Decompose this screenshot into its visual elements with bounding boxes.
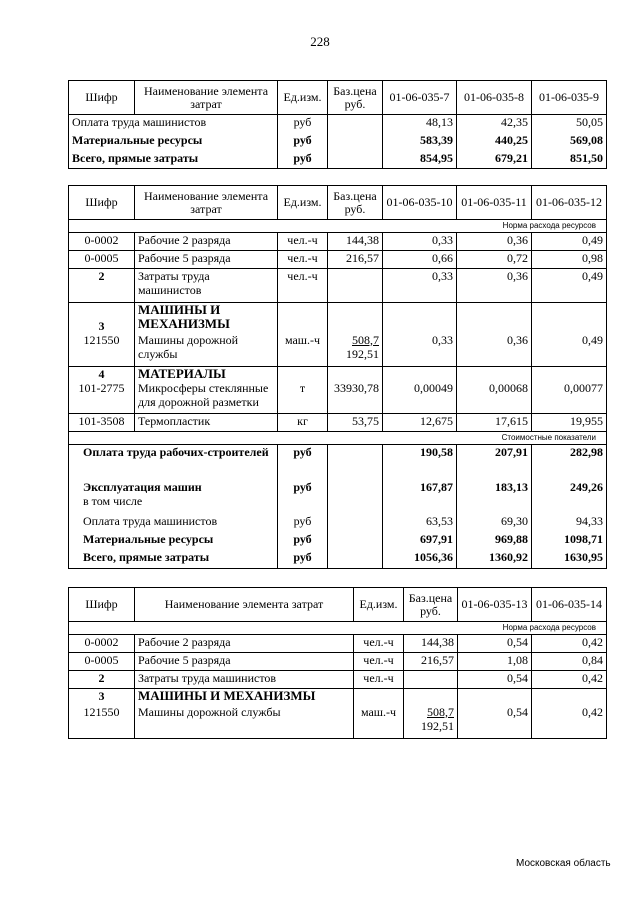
col-header-price: Баз.цена руб. bbox=[328, 186, 383, 220]
group-title: МАШИНЫ И МЕХАНИЗМЫ bbox=[135, 303, 278, 333]
row-name: Оплата труда машинистов bbox=[69, 514, 278, 532]
row-code: 3 bbox=[69, 689, 135, 705]
group-row bbox=[69, 689, 607, 705]
row-price bbox=[328, 269, 383, 303]
row-value: 282,98 bbox=[532, 444, 607, 480]
row-value: 249,26 bbox=[532, 480, 607, 514]
row-unit: чел.-ч bbox=[354, 635, 404, 653]
row-code: 101-3508 bbox=[69, 413, 135, 431]
col-header-price: Баз.цена руб. bbox=[328, 81, 383, 115]
row-unit: руб bbox=[278, 532, 328, 550]
row-value: 0,36 bbox=[457, 333, 532, 367]
col-header-code-12: 01-06-035-12 bbox=[532, 186, 607, 220]
price-secondary: 192,51 bbox=[346, 346, 379, 361]
row-price bbox=[404, 671, 458, 689]
col-header-code-9: 01-06-035-9 bbox=[532, 81, 607, 115]
col-header-unit: Ед.изм. bbox=[354, 588, 404, 622]
row-value: 63,53 bbox=[383, 514, 457, 532]
row-value: 0,66 bbox=[383, 251, 457, 269]
row-price: 216,57 bbox=[404, 653, 458, 671]
row-value: 0,00049 bbox=[383, 381, 457, 413]
table-row bbox=[69, 653, 607, 671]
row-name: Рабочие 5 разряда bbox=[135, 653, 354, 671]
row-unit: маш.-ч bbox=[278, 333, 328, 367]
row-value: 0,42 bbox=[532, 635, 607, 653]
row-value: 17,615 bbox=[457, 413, 532, 431]
row-value: 94,33 bbox=[532, 514, 607, 532]
cost-table-3 bbox=[68, 587, 607, 739]
row-code: 2 bbox=[69, 269, 135, 303]
row-name: Оплата труда рабочих-строителей bbox=[69, 444, 278, 480]
row-unit: чел.-ч bbox=[278, 251, 328, 269]
row-value: 851,50 bbox=[532, 151, 607, 169]
row-value: 697,91 bbox=[383, 532, 457, 550]
row-value: 679,21 bbox=[457, 151, 532, 169]
row-price bbox=[328, 480, 383, 514]
row-unit: руб bbox=[278, 151, 328, 169]
row-code: 121550 bbox=[69, 705, 135, 739]
row-unit: чел.-ч bbox=[354, 653, 404, 671]
row-value: 0,54 bbox=[458, 635, 532, 653]
row-value: 583,39 bbox=[383, 133, 457, 151]
row-value: 42,35 bbox=[457, 115, 532, 133]
row-value: 0,33 bbox=[383, 233, 457, 251]
table-row bbox=[69, 532, 607, 550]
table-row bbox=[69, 635, 607, 653]
col-header-unit: Ед.изм. bbox=[278, 81, 328, 115]
price-base: 508,7 bbox=[352, 332, 379, 347]
row-value: 190,58 bbox=[383, 444, 457, 480]
col-header-code-7: 01-06-035-7 bbox=[383, 81, 457, 115]
row-value: 183,13 bbox=[457, 480, 532, 514]
row-name-sub: в том числе bbox=[83, 494, 143, 508]
table-row bbox=[69, 514, 607, 532]
table-row bbox=[69, 705, 607, 739]
table-row bbox=[69, 480, 607, 514]
row-value: 1630,95 bbox=[532, 550, 607, 568]
row-value: 0,49 bbox=[532, 233, 607, 251]
row-price: 144,38 bbox=[404, 635, 458, 653]
table-row bbox=[69, 333, 607, 367]
table-row bbox=[69, 233, 607, 251]
row-value: 69,30 bbox=[457, 514, 532, 532]
col-header-price: Баз.цена руб. bbox=[404, 588, 458, 622]
row-name-main: Эксплуатация машин bbox=[83, 480, 202, 494]
price-base: 508,7 bbox=[427, 704, 454, 719]
row-value: 0,36 bbox=[457, 269, 532, 303]
col-header-name: Наименование элемента затрат bbox=[135, 81, 278, 115]
row-unit: чел.-ч bbox=[278, 269, 328, 303]
row-unit: руб bbox=[278, 550, 328, 568]
row-value: 0,72 bbox=[457, 251, 532, 269]
section-title: Стоимостные показатели bbox=[69, 431, 607, 444]
row-value: 0,00077 bbox=[532, 381, 607, 413]
row-unit: чел.-ч bbox=[354, 671, 404, 689]
col-header-name: Наименование элемента затрат bbox=[135, 186, 278, 220]
row-name: Термопластик bbox=[135, 413, 278, 431]
row-name bbox=[69, 480, 278, 514]
row-value: 50,05 bbox=[532, 115, 607, 133]
row-name: Машины дорожной службы bbox=[135, 705, 354, 739]
row-price bbox=[328, 333, 383, 367]
row-code: 2 bbox=[69, 671, 135, 689]
row-value: 854,95 bbox=[383, 151, 457, 169]
row-value: 0,33 bbox=[383, 269, 457, 303]
row-code: 0-0002 bbox=[69, 233, 135, 251]
row-price: 216,57 bbox=[328, 251, 383, 269]
col-header-code-14: 01-06-035-14 bbox=[532, 588, 607, 622]
col-header-name: Наименование элемента затрат bbox=[135, 588, 354, 622]
row-price bbox=[404, 705, 458, 739]
row-value: 0,49 bbox=[532, 333, 607, 367]
table-row bbox=[69, 115, 607, 133]
row-price bbox=[328, 444, 383, 480]
table-row bbox=[69, 381, 607, 413]
row-value: 0,49 bbox=[532, 269, 607, 303]
row-value: 0,42 bbox=[532, 705, 607, 739]
row-value: 1360,92 bbox=[457, 550, 532, 568]
col-header-code-8: 01-06-035-8 bbox=[457, 81, 532, 115]
row-unit: руб bbox=[278, 480, 328, 514]
row-value: 207,91 bbox=[457, 444, 532, 480]
table-row bbox=[69, 151, 607, 169]
row-value: 440,25 bbox=[457, 133, 532, 151]
row-price bbox=[328, 151, 383, 169]
row-value: 969,88 bbox=[457, 532, 532, 550]
row-price bbox=[328, 532, 383, 550]
row-name: Рабочие 2 разряда bbox=[135, 233, 278, 251]
col-header-code-10: 01-06-035-10 bbox=[383, 186, 457, 220]
row-name: Всего, прямые затраты bbox=[69, 550, 278, 568]
table-row bbox=[69, 269, 607, 303]
table-row bbox=[69, 444, 607, 480]
table-header-row bbox=[69, 186, 607, 220]
row-price: 33930,78 bbox=[328, 381, 383, 413]
row-value: 0,42 bbox=[532, 671, 607, 689]
row-value: 0,33 bbox=[383, 333, 457, 367]
footer-region: Московская область bbox=[516, 858, 611, 869]
row-code: 0-0005 bbox=[69, 653, 135, 671]
row-price: 53,75 bbox=[328, 413, 383, 431]
row-unit: руб bbox=[278, 133, 328, 151]
row-unit: руб bbox=[278, 514, 328, 532]
row-code: 3 bbox=[69, 303, 135, 333]
col-header-code: Шифр bbox=[69, 186, 135, 220]
row-price bbox=[328, 133, 383, 151]
col-header-code: Шифр bbox=[69, 81, 135, 115]
row-code: 121550 bbox=[69, 333, 135, 367]
section-header-row bbox=[69, 622, 607, 635]
table-row bbox=[69, 133, 607, 151]
row-value: 0,00068 bbox=[457, 381, 532, 413]
row-name: Микросферы стеклянные для дорожной разметки bbox=[135, 381, 278, 413]
group-title: МАШИНЫ И МЕХАНИЗМЫ bbox=[135, 689, 354, 705]
section-title: Норма расхода ресурсов bbox=[69, 220, 607, 233]
table-header-row bbox=[69, 588, 607, 622]
row-value: 19,955 bbox=[532, 413, 607, 431]
row-name: Материальные ресурсы bbox=[69, 133, 278, 151]
row-code: 0-0002 bbox=[69, 635, 135, 653]
table-row bbox=[69, 550, 607, 568]
row-value: 0,54 bbox=[458, 671, 532, 689]
price-secondary: 192,51 bbox=[421, 718, 454, 733]
row-price bbox=[328, 514, 383, 532]
row-unit: маш.-ч bbox=[354, 705, 404, 739]
group-row bbox=[69, 367, 607, 382]
col-header-code-11: 01-06-035-11 bbox=[457, 186, 532, 220]
row-value: 167,87 bbox=[383, 480, 457, 514]
section-title: Норма расхода ресурсов bbox=[69, 622, 607, 635]
row-name: Затраты труда машинистов bbox=[135, 269, 278, 303]
row-value: 0,98 bbox=[532, 251, 607, 269]
col-header-code-13: 01-06-035-13 bbox=[458, 588, 532, 622]
row-unit: чел.-ч bbox=[278, 233, 328, 251]
row-value: 569,08 bbox=[532, 133, 607, 151]
row-code: 101-2775 bbox=[69, 381, 135, 413]
row-price: 144,38 bbox=[328, 233, 383, 251]
table-header-row bbox=[69, 81, 607, 115]
row-unit: руб bbox=[278, 115, 328, 133]
row-name: Машины дорожной службы bbox=[135, 333, 278, 367]
group-row bbox=[69, 303, 607, 333]
row-name: Всего, прямые затраты bbox=[69, 151, 278, 169]
row-name: Рабочие 2 разряда bbox=[135, 635, 354, 653]
row-price bbox=[328, 115, 383, 133]
cost-table-2 bbox=[68, 185, 607, 569]
row-unit: руб bbox=[278, 444, 328, 480]
row-unit: т bbox=[278, 381, 328, 413]
section-header-row bbox=[69, 220, 607, 233]
row-code: 4 bbox=[69, 367, 135, 382]
table-row bbox=[69, 251, 607, 269]
row-value: 48,13 bbox=[383, 115, 457, 133]
row-name: Материальные ресурсы bbox=[69, 532, 278, 550]
row-unit: кг bbox=[278, 413, 328, 431]
table-row bbox=[69, 413, 607, 431]
col-header-unit: Ед.изм. bbox=[278, 186, 328, 220]
row-value: 0,54 bbox=[458, 705, 532, 739]
row-name: Затраты труда машинистов bbox=[135, 671, 354, 689]
table-row bbox=[69, 671, 607, 689]
row-value: 0,84 bbox=[532, 653, 607, 671]
col-header-code: Шифр bbox=[69, 588, 135, 622]
row-name: Рабочие 5 разряда bbox=[135, 251, 278, 269]
row-name: Оплата труда машинистов bbox=[69, 115, 278, 133]
row-value: 1,08 bbox=[458, 653, 532, 671]
section-header-row bbox=[69, 431, 607, 444]
page-number: 228 bbox=[310, 34, 330, 49]
row-code: 0-0005 bbox=[69, 251, 135, 269]
cost-table-1 bbox=[68, 80, 607, 169]
row-price bbox=[328, 550, 383, 568]
row-value: 1098,71 bbox=[532, 532, 607, 550]
row-value: 1056,36 bbox=[383, 550, 457, 568]
group-title: МАТЕРИАЛЫ bbox=[135, 367, 278, 382]
row-value: 12,675 bbox=[383, 413, 457, 431]
row-value: 0,36 bbox=[457, 233, 532, 251]
